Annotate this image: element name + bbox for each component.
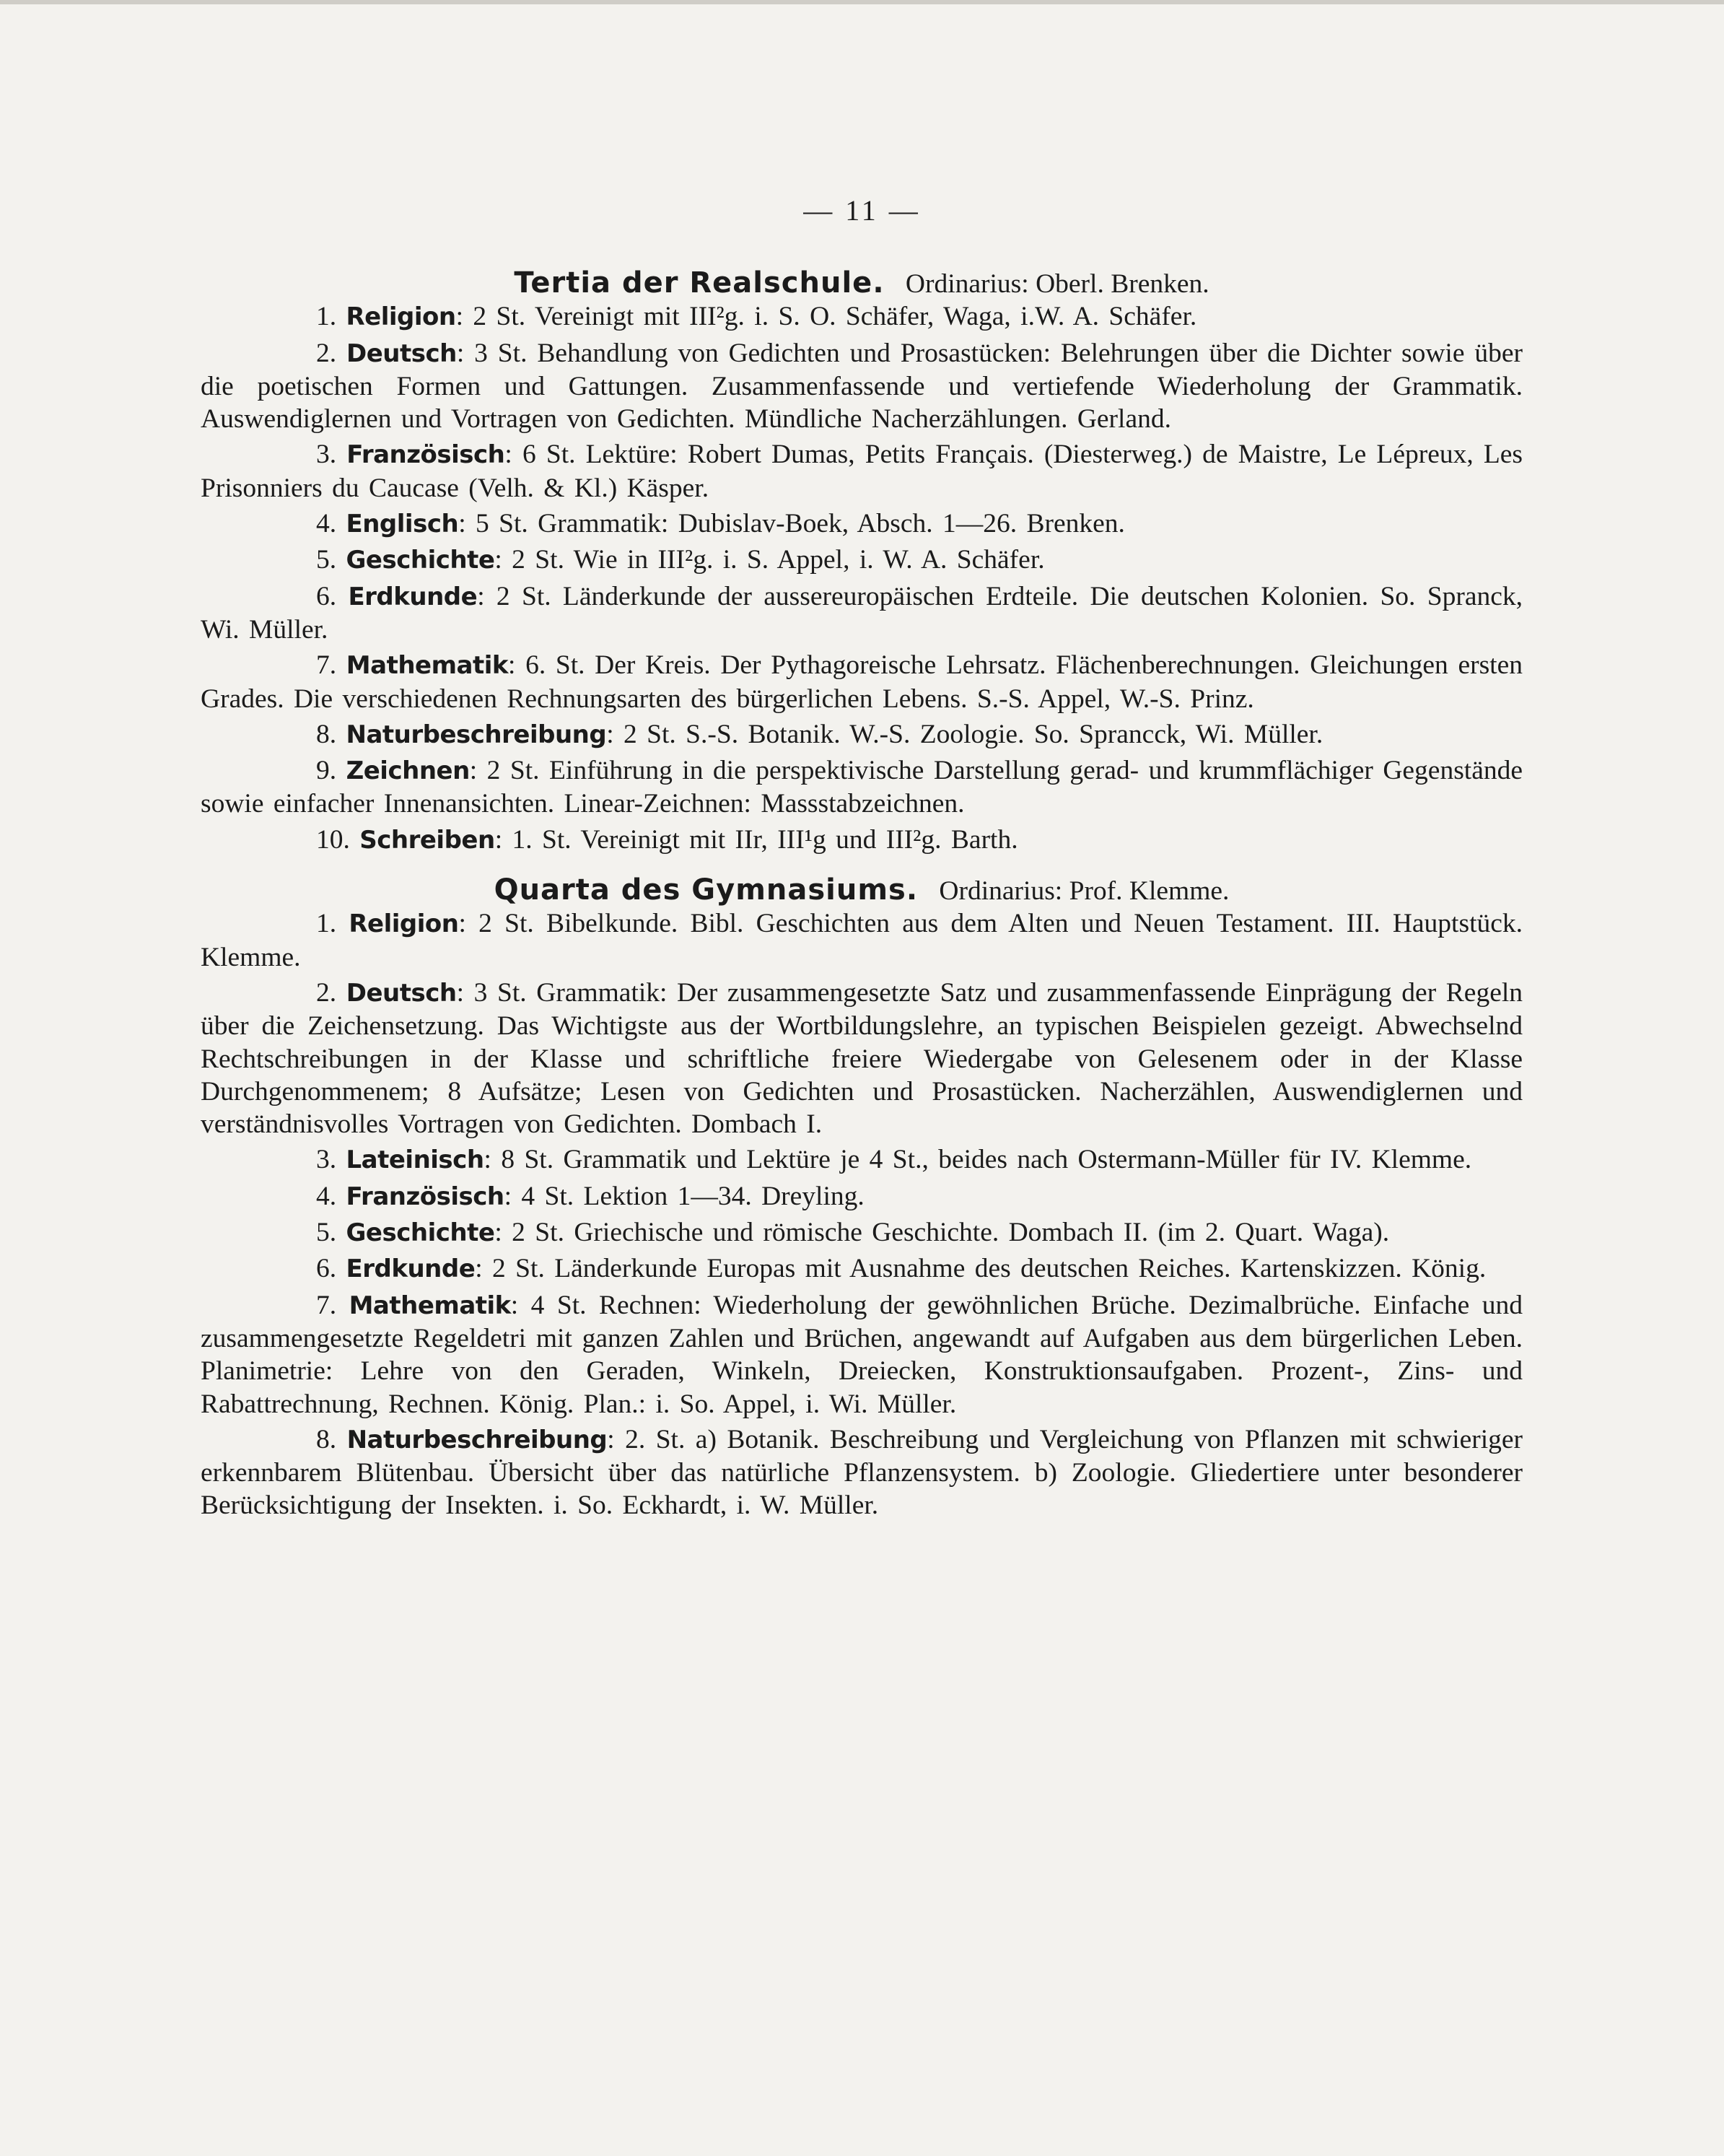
subject-entry (201, 1180, 1523, 1213)
entry-number: 6. (316, 1254, 337, 1284)
entry-number: 7. (316, 650, 337, 681)
subject-entry (201, 580, 1523, 647)
subject-name: Religion (349, 909, 459, 939)
subject-name: Naturbeschreibung (346, 1425, 608, 1454)
entry-number: 1. (316, 909, 337, 939)
entry-number: 6. (316, 581, 337, 611)
entry-number: 3. (316, 1145, 337, 1175)
subject-name: Französisch (346, 1182, 504, 1211)
entry-text: : 4 St. Rechnen: Wiederholung der gewöhnlichen Brüche. Dezimalbrüche. Einfache und zusammengesetzte Regeldetri mit ganzen Zahlen und Brüchen, angewandt auf Aufgaben aus dem bürgerlichen Leben. Planimetrie: Lehre von den Geraden, Winkeln, Dreiecken, Konstruktionsaufgaben. Prozent-, Zins- und Rabattrechnung, Rechnen. König. Plan.: i. So. Appel, i. Wi. Müller. (201, 1290, 1523, 1419)
entry-text: : 2 St. Bibelkunde. Bibl. Geschichten aus dem Alten und Neuen Testament. III. Hauptstück. Klemme. (201, 909, 1523, 972)
entry-text: : 6. St. Der Kreis. Der Pythagoreische Lehrsatz. Flächenberechnungen. Gleichungen ersten Grades. Die verschiedenen Rechnungsarten des bürgerlichen Lebens. S.-S. Appel, W.-S. Prinz. (201, 650, 1523, 714)
subject-entry (201, 977, 1523, 1140)
section-header (201, 267, 1523, 300)
section-tertia-realschule (201, 267, 1523, 857)
entry-number: 4. (316, 1181, 337, 1211)
entry-number: 4. (316, 509, 337, 539)
subject-entry (201, 507, 1523, 541)
subject-entry (201, 824, 1523, 857)
document-body (201, 267, 1523, 1525)
subject-name: Naturbeschreibung (346, 720, 607, 749)
subject-name: Geschichte (346, 546, 495, 575)
entry-text: : 2 St. Vereinigt mit III²g. i. S. O. Schäfer, Waga, i.W. A. Schäfer. (455, 302, 1197, 332)
subject-name: Mathematik (349, 1291, 511, 1320)
entry-text: : 3 St. Behandlung von Gedichten und Prosastücken: Belehrungen über die Dichter sowie über die poetischen Formen und Gattungen. Zusammenfassende und vertiefende Wiederholung der Grammatik. Auswendiglernen und Vortragen von Gedichten. Mündliche Nacherzählungen. Gerland. (201, 338, 1523, 435)
subject-entry (201, 649, 1523, 715)
subject-entry (201, 1216, 1523, 1249)
subject-name: Schreiben (359, 825, 495, 855)
subject-entry (201, 907, 1523, 974)
page-number: — 11 — (803, 194, 921, 227)
entry-number: 2. (316, 977, 337, 1008)
entry-number: 3. (316, 440, 337, 470)
subject-entry (201, 544, 1523, 577)
subject-entry (201, 1143, 1523, 1177)
entry-text: : 2 St. Länderkunde Europas mit Ausnahme des deutschen Reiches. Kartenskizzen. König. (475, 1254, 1487, 1284)
section-quarta-gymnasium (201, 874, 1523, 1522)
subject-name: Deutsch (346, 339, 457, 368)
entry-text: : 1. St. Vereinigt mit IIr, III¹g und III²g. Barth. (494, 824, 1018, 855)
section-title: Quarta des Gymnasiums. (494, 873, 919, 907)
subject-name: Geschichte (346, 1218, 495, 1248)
entry-number: 9. (316, 756, 337, 786)
entry-text: : 2 St. Griechische und römische Geschichte. Dombach II. (im 2. Quart. Waga). (494, 1218, 1390, 1248)
subject-name: Englisch (346, 510, 459, 539)
subject-entry (201, 337, 1523, 436)
subject-name: Religion (346, 302, 456, 332)
subject-name: Französisch (346, 440, 505, 470)
entry-number: 2. (316, 338, 337, 368)
subject-entry (201, 438, 1523, 505)
section-ordinarius: Ordinarius: Prof. Klemme. (939, 876, 1230, 907)
subject-entry (201, 718, 1523, 751)
entry-text: : 2 St. S.-S. Botanik. W.-S. Zoologie. So. Sprancck, Wi. Müller. (606, 719, 1323, 749)
section-header (201, 874, 1523, 907)
subject-name: Mathematik (346, 651, 508, 681)
subject-name: Erdkunde (348, 582, 478, 611)
entry-number: 5. (316, 545, 337, 575)
subject-entry (201, 754, 1523, 821)
entry-text: : 2. St. a) Botanik. Beschreibung und Vergleichung von Pflanzen mit schwieriger erkennbarem Blütenbau. Übersicht über das natürliche Pflanzensystem. b) Zoologie. Gliedertiere unter besonderer Berücksichtigung der Insekten. i. So. Eckhardt, i. W. Müller. (201, 1424, 1523, 1521)
entry-text: : 8 St. Grammatik und Lektüre je 4 St., beides nach Ostermann-Müller für IV. Klemme. (483, 1145, 1472, 1175)
entry-text: : 2 St. Einführung in die perspektivische Darstellung gerad- und krummflächiger Gegenstände sowie einfacher Innenansichten. Linear-Zeichnen: Massstabzeichnen. (201, 756, 1523, 819)
entry-text: : 6 St. Lektüre: Robert Dumas, Petits Français. (Diesterweg.) de Maistre, Le Lépreux, Les Prisonniers du Caucase (Velh. & Kl.) Käsper. (201, 440, 1523, 503)
entry-number: 1. (316, 302, 337, 332)
subject-entry (201, 1289, 1523, 1420)
entry-number: 8. (316, 719, 337, 749)
entry-number: 8. (316, 1424, 337, 1454)
entry-text: : 4 St. Lektion 1—34. Dreyling. (504, 1181, 865, 1211)
section-gap (201, 860, 1523, 874)
subject-entry (201, 1252, 1523, 1286)
entry-number: 5. (316, 1218, 337, 1248)
entry-number: 10. (316, 824, 350, 855)
entry-text: : 5 St. Grammatik: Dubislav-Boek, Absch. 1—26. Brenken. (458, 509, 1125, 539)
subject-name: Deutsch (346, 978, 457, 1008)
subject-entry (201, 1423, 1523, 1522)
section-ordinarius: Ordinarius: Oberl. Brenken. (905, 269, 1209, 299)
entry-text: : 2 St. Länderkunde der aussereuropäischen Erdteile. Die deutschen Kolonien. So. Spranck, Wi. Müller. (201, 581, 1523, 645)
subject-name: Erdkunde (346, 1254, 476, 1284)
subject-name: Zeichnen (346, 756, 470, 786)
section-title: Tertia der Realschule. (514, 266, 885, 300)
entry-text: : 2 St. Wie in III²g. i. S. Appel, i. W. A. Schäfer. (494, 545, 1045, 575)
subject-entry (201, 300, 1523, 333)
entry-number: 7. (316, 1290, 337, 1320)
entry-text: : 3 St. Grammatik: Der zusammengesetzte Satz und zusammenfassende Einprägung der Regeln über die Zeichensetzung. Das Wichtigste aus der Wortbildungslehre, an typischen Beispielen gezeigt. Abwechselnd Rechtschreibungen in der Klasse und schriftliche freiere Wiedergabe von Gelesenem oder in der Klasse Durchgenommenem; 8 Aufsätze; Lesen von Gedichten und Prosastücken. Nacherzählen, Auswendiglernen und verständnisvolles Vortragen von Gedichten. Dombach I. (201, 977, 1523, 1140)
scan-edge (0, 0, 1724, 4)
subject-name: Lateinisch (346, 1145, 484, 1175)
